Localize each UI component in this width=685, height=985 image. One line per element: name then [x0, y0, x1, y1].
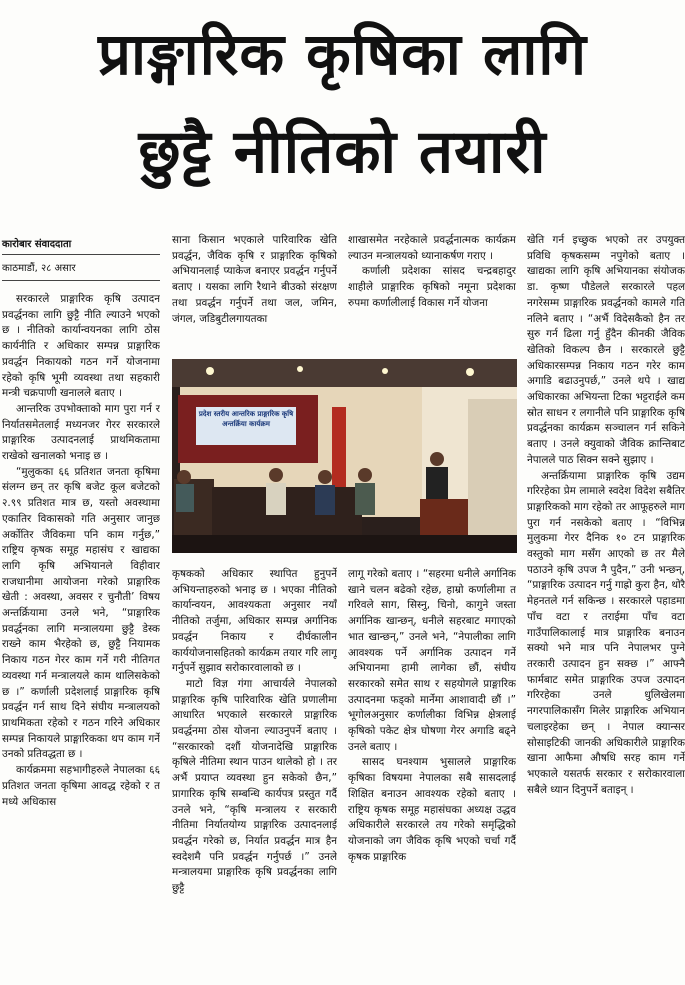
banner-text: प्रदेश स्तरीय आन्तरिक प्राङ्गारिक कृषि अन्तर्क्रिया कार्यक्रम	[198, 410, 294, 428]
paragraph: खेति गर्न इच्छुक भएको तर उपयुक्त प्रविधि कृषकसम्म नपुगेको बताए । खाद्यका लागि कृषि अभियानका संयोजक डा. कृष्ण पौडेलले सरकारले पहल नगरेसम्म प्राङ्गारिक प्रवर्द्धनको कामले गति नलिने बताए । “अर्भै विदेसकैको हैन तर सुरु गर्न ढिला गर्नु हुँदैन कीनकी जैविक खेतिको विकल्प छैन । सरकारले छुट्टै अधिकारसम्पन्न निकाय गठन गरेर काम अगाडि बढाउनुपर्छ,” उनले थपे । खाद्य अधिकारका अभियन्ता टिका भट्टराईले कम स्रोत साधन र लगानीले पनि प्राङ्गारिक कृषि प्रवर्द्धनका कार्यक्रम सञ्चालन गर्न सकिने बताए । उनले क्युवाको जैविक क्रान्तिबाट नेपालले पाठ सिक्न सक्ने सुझाए ।	[527, 234, 685, 466]
article-column-2-bottom	[172, 567, 337, 985]
event-photo	[172, 359, 517, 553]
headline-line-1: प्राङ्गारिक कृषिका लागि	[97, 20, 588, 88]
paragraph: कार्यक्रममा सहभागीहरुले नेपालका ६६ प्रतिशत जनता कृषिमा आवद्ध रहेको र त मध्ये अधिकास	[2, 764, 160, 808]
paragraph: कर्णाली प्रदेशका सांसद चन्द्रबहादुर शाहीले प्राङ्गारिक कृषिको नमूना प्रदेशका रुपमा कर्णालीलाई विकास गर्ने योजना	[348, 265, 516, 309]
article-column-4	[527, 233, 685, 985]
dateline-rule	[2, 280, 160, 281]
paragraph: आन्तरिक उपभोक्ताको माग पुरा गर्न र निर्यातसमेतलाई मध्यनजर गेरर सरकारले प्राङ्गारिक उत्पादनलाई प्राथमिकतामा राखेको खनालको भनाइ छ ।	[2, 402, 160, 463]
article-column-1	[2, 292, 160, 985]
paragraph: साना किसान भएकाले पारिवारिक खेति प्रवर्द्धन, जैविक कृषि र प्राङ्गारिक कृषिको अभियानलाई प्याकेज बनाएर प्रवर्द्धन गर्नुपर्ने बताए । यसका लागि रैथाने बीउको संरक्षण तथा प्रवर्द्धन गर्नुपर्ने तथा जल, जमिन, जंगल, जडिबुटीलगायतका	[172, 234, 337, 325]
article-column-3-bottom	[348, 567, 516, 985]
paragraph: अन्तर्क्रियामा प्राङ्गारिक कृषि उद्यम गरिरहेका प्रेम लामाले स्वदेश विदेश सबैतिर प्राङ्गारिकको माग रहेको तर आफूहरुले माग पुरा गर्न नसकेको बताए । “विभिन्न मुलुकमा गेरर दैनिक १० टन प्राङ्गारिक वस्तुको माग मसँग आएको छ तर मैले पठाउने कृषि उपज नै पुदैन,” उनी भन्छन्, “प्राङ्गारिक उत्पादन गर्नु गाह्रो कुरा हैन, थोरै मेहनतले गर्न सकिन्छ । सरकारले पहाडमा पाँच वटा र तराईमा पाँच वटा गाउँपालिकालाई मात्र प्राङ्गारिक बनाउन सक्यो भने मात्र पनि नेपालभर पुग्ने तरकारी उत्पादन हुन सक्छ ।” आफ्नै फार्मबाट समेत प्राङ्गारिक उपज उत्पादन गरिरहेका उनले धुलिखेलमा नगरपालिकासँग मिलेर प्राङ्गारिक अभियान चलाइरहेका छन् । नेपाल क्यान्सर सोसाइटिकी जानकी अधिकारीले प्राङ्गारिक खाना आफैमा औषधि सरह काम गर्ने भएकाले यसतर्फ सरकार र सरोकारवाला सबैले ध्यान दिनुपर्ने बताइन् ।	[527, 469, 685, 796]
paragraph: सासद घनश्याम भुसालले प्राङ्गारिक कृषिका विषयमा नेपालका सबै सासदलाई शिक्षित बनाउन आवश्यक रहेको बताए । राष्ट्रिय कृषक समूह महासंघका अध्यक्ष उद्धव अधिकारीले सरकारले तय गरेको समृद्धिको योजनाको जग जैविक कृषि भएको चर्चा गर्दै कृषक प्राङ्गारिक	[348, 756, 516, 863]
headline-line-2: छुट्टै नीतिको तयारी	[138, 117, 547, 187]
paragraph: सरकारले प्राङ्गारिक कृषि उत्पादन प्रवर्द्धनका लागि छुट्टै नीति ल्याउने भएको छ । नीतिको कार्यान्वयनका लागि ठोस कार्यनीति र अधिकार सम्पन्न प्राङ्गारिक प्रवर्द्धन निकायको गठन गर्ने योजनामा रहेको कृषि भूमी व्यवस्था तथा सहकारी मन्त्री चक्रपाणी खनालले बताए ।	[2, 293, 160, 400]
byline-rule	[2, 254, 160, 255]
event-photo-image	[172, 359, 517, 553]
paragraph: “मुलुकका ६६ प्रतिशत जनता कृषिमा संलग्न छन् तर कृषि बजेट कूल बजेटको २.९९ प्रतिशत मात्र छ, यस्तो अवस्थामा एकातिर विकासको गति अनुसार जानुछ अर्कोतिर जैविकमा पनि काम गर्नुछ,” राष्ट्रिय कृषक समूह महासंघ र खाद्यका लागि कृषि अभियानले विहीवार राजधानीमा आयोजना गरेको प्राङ्गारिक खेती : अवस्था, अवसर र चुनौती’ विषय अन्तर्क्रियामा उनले भने, “प्राङ्गारिक प्रवर्द्धनका लागि मन्त्रालयमा छुट्टै डेस्क राख्ने काम भैरहेको छ, छुट्टै नियामक निकाय गठन गेरर काम गर्ने गरी नीतिगत व्यवस्था गर्न मन्त्रालयले काम थालिसकेको छ ।” कर्णाली प्रदेशलाई प्राङ्गारिक कृषि प्रवर्द्धन गर्न साथ दिने संघीय मन्त्रालयको प्राथमिकता रहेको र गठन गरिने अधिकार सम्पन्न निकायले प्राङ्गारिकका थप काम गर्ने उनको प्रतिवद्धता छ ।	[2, 465, 160, 761]
article-column-3-top	[348, 233, 516, 357]
article-column-2-top	[172, 233, 337, 357]
byline: कारोबार संवाददाता	[2, 239, 72, 250]
paragraph: शाखासमेत नरहेकाले प्रवर्द्धनात्मक कार्यक्रम ल्याउन मन्त्रालयको ध्यानाकर्षण गराए ।	[348, 234, 516, 262]
paragraph: लागू गरेको बताए । “सहरमा धनीले अर्गानिक खाने चलन बढेको रहेछ, हाम्रो कर्णालीमा त गरिवले साग, सिस्नु, चिनो, कागुने जस्ता अर्गानिक खान्छन्, धनीले सहरबाट मगाएको भात खान्छन्,” उनले भने, “नेपालीका लागि आवश्यक पर्ने अर्गानिक उत्पादन गर्ने अभियानमा हामी लागेका छौं, संघीय सरकारको समेत साथ र सहयोगले प्राङ्गारिक उत्पादनमा फड्को मार्नेमा आशावादी छौं ।” भूगोलअनुसार कर्णालीका विभिन्न क्षेत्रलाई कृषिको पकेट क्षेत्र घोषणा गेरर अगाडि बढ्ने उनले बताए ।	[348, 568, 516, 753]
paragraph: माटो विज्ञ गंगा आचार्यले नेपालको प्राङ्गारिक कृषि पारिवारिक खेति प्रणालीमा आधारित भएकाले सरकारले प्राङ्गारिक प्रवर्द्धनमा ठोस योजना ल्याउनुपर्ने बताए । “सरकारको दशौं योजनादेखि प्राङ्गारिक कृषिले नीतिमा स्थान पाउन थालेको हो । तर अर्भै प्रयाप्त व्यवस्था हुन सकेको छैन,” प्रागारिक कृषि सम्बन्धि कार्यपत्र प्रस्तुत गर्दै उनले भने, “कृषि मन्त्रालय र सरकारी नीतिमा निर्यातयोग्य प्राङ्गारिक उत्पादनलाई प्रवर्द्धन गरेको छ, निर्यात प्रवर्द्धन मात्र हैन स्वदेशमै पनि प्रवर्द्धन गर्नुपर्छ ।” उनले मन्त्रालयमा प्राङ्गारिक कृषि प्रवर्द्धनका लागि छुट्टै	[172, 677, 337, 895]
paragraph: कृषकको अधिकार स्थापित हुनुपर्ने अभियन्ताहरुको भनाइ छ । भएका नीतिको कार्यान्वयन, आवश्यकता अनुसार नयाँ नीतिको तर्जुमा, अधिकार सम्पन्न अर्गानिक प्रवर्द्धन निकाय र दीर्घकालीन कार्ययोजनासहितको कार्यक्रम तयार गरि लागू गर्नुपर्ने सुझाव सरोकारवालाको छ ।	[172, 568, 337, 675]
dateline: काठमाडौं, २८ असार	[2, 263, 76, 274]
